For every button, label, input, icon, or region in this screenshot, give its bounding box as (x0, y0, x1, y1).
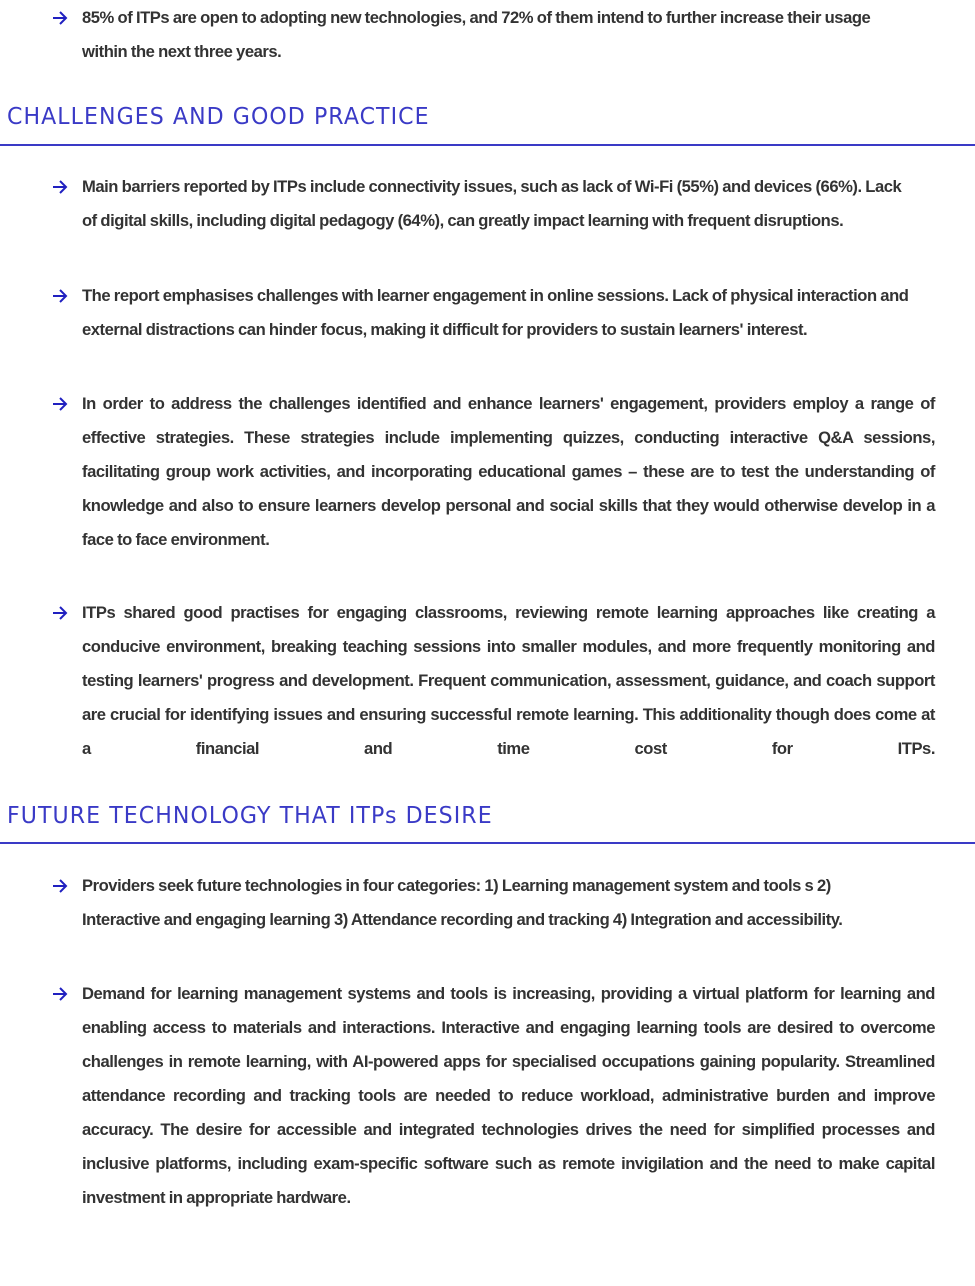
right-arrow-icon (52, 1, 72, 35)
bullet-text: ITPs shared good practises for engaging classrooms, reviewing remote learning approaches like creating a conducive environment, breaking teaching sessions into smaller modules, and more frequently monitoring and testing learners' progress and development. Frequent communication, assessment, guidance, and coach support are crucial for identifying issues and ensuring successful remote learning. This additionality though does come at a financial and time cost for ITPs. (82, 603, 935, 758)
section-divider (0, 144, 975, 146)
bullet-text: Demand for learning management systems and tools is increasing, providing a virtual platform for learning and enabling access to materials and interactions. Interactive and engaging learning tools are desired to overcome challenges in remote learning, with AI-powered apps for specialised occupations gaining popularity. Streamlined attendance recording and tracking tools are needed to reduce workload, administrative burden and improve accuracy. The desire for accessible and integrated technologies drives the need for simplified processes and inclusive platforms, including exam-specific software such as remote invigilation and the need to make capital investment in appropriate hardware. (82, 984, 935, 1207)
bullet-text: The report emphasises challenges with learner engagement in online sessions. Lack of physical interaction and external distractions can hinder focus, making it difficult for providers to sustain learners' interest. (82, 286, 909, 339)
right-arrow-icon (52, 170, 72, 204)
right-arrow-icon (52, 279, 72, 313)
section-divider (0, 842, 975, 844)
section-heading-challenges: CHALLENGES AND GOOD PRACTICE (7, 104, 430, 130)
bullet-text: Main barriers reported by ITPs include connectivity issues, such as lack of Wi-Fi (55%) and devices (66%). Lack of digital skills, including digital pedagogy (64%), can greatly impact learning with frequent disruptions. (82, 177, 902, 230)
bullet-text: In order to address the challenges identified and enhance learners' engagement, providers employ a range of effective strategies. These strategies include implementing quizzes, conducting interactive Q&A sessions, facilitating group work activities, and incorporating educational games – these are to test the understanding of knowledge and also to ensure learners develop personal and social skills that they would otherwise develop in a face to face environment. (82, 394, 935, 549)
right-arrow-icon (52, 869, 72, 903)
right-arrow-icon (52, 387, 72, 421)
bullet-text: 85% of ITPs are open to adopting new technologies, and 72% of them intend to further increase their usage within the next three years. (82, 8, 871, 61)
right-arrow-icon (52, 596, 72, 630)
right-arrow-icon (52, 977, 72, 1011)
bullet-text: Providers seek future technologies in four categories: 1) Learning management system and tools s 2) Interactive and engaging learning 3) Attendance recording and tracking 4) Integration and accessibility. (82, 876, 843, 929)
section-heading-future-technology: FUTURE TECHNOLOGY THAT ITPs DESIRE (7, 803, 493, 829)
